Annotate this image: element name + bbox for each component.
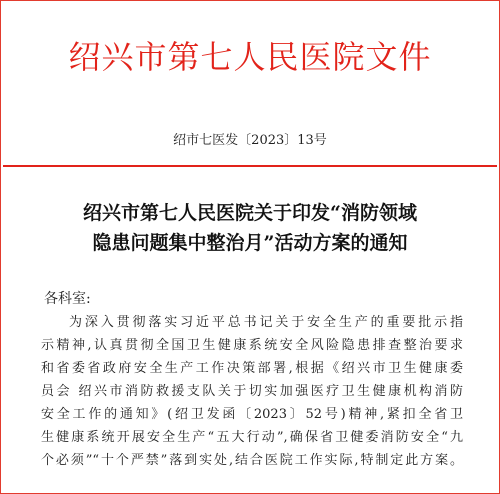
- body-line: 生健康系统开展安全生产“五大行动”,确保省卫健委消防安全“九: [41, 430, 463, 445]
- body-line: 安全工作的通知》(绍卫发函〔2023〕52号)精神,紧扣全省卫: [41, 407, 463, 422]
- body-paragraph: [41, 311, 463, 472]
- notice-title-line-2: 隐患问题集中整治月”活动方案的通知: [92, 232, 408, 254]
- body-line: 个必须”“十个严禁”落到实处,结合医院工作实际,特制定此方案。: [41, 453, 463, 468]
- body-line: 员会 绍兴市消防救援支队关于切实加强医疗卫生健康机构消防: [41, 384, 463, 399]
- body-line: 示精神,认真贯彻全国卫生健康系统安全风险隐患排查整治要求: [41, 338, 463, 353]
- notice-title: [31, 198, 469, 258]
- body-line: 为深入贯彻落实习近平总书记关于安全生产的重要批示指: [69, 315, 463, 330]
- organization-title: 绍兴市第七人民医院文件: [68, 38, 432, 76]
- notice-title-line-1: 绍兴市第七人民医院关于印发“消防领域: [83, 202, 417, 224]
- document-number: 绍市七医发〔2023〕13号: [173, 133, 327, 148]
- body-line: 和省委省政府安全生产工作决策部署,根据《绍兴市卫生健康委: [41, 361, 463, 376]
- salutation: 各科室:: [44, 291, 91, 307]
- red-divider-line: [3, 165, 497, 167]
